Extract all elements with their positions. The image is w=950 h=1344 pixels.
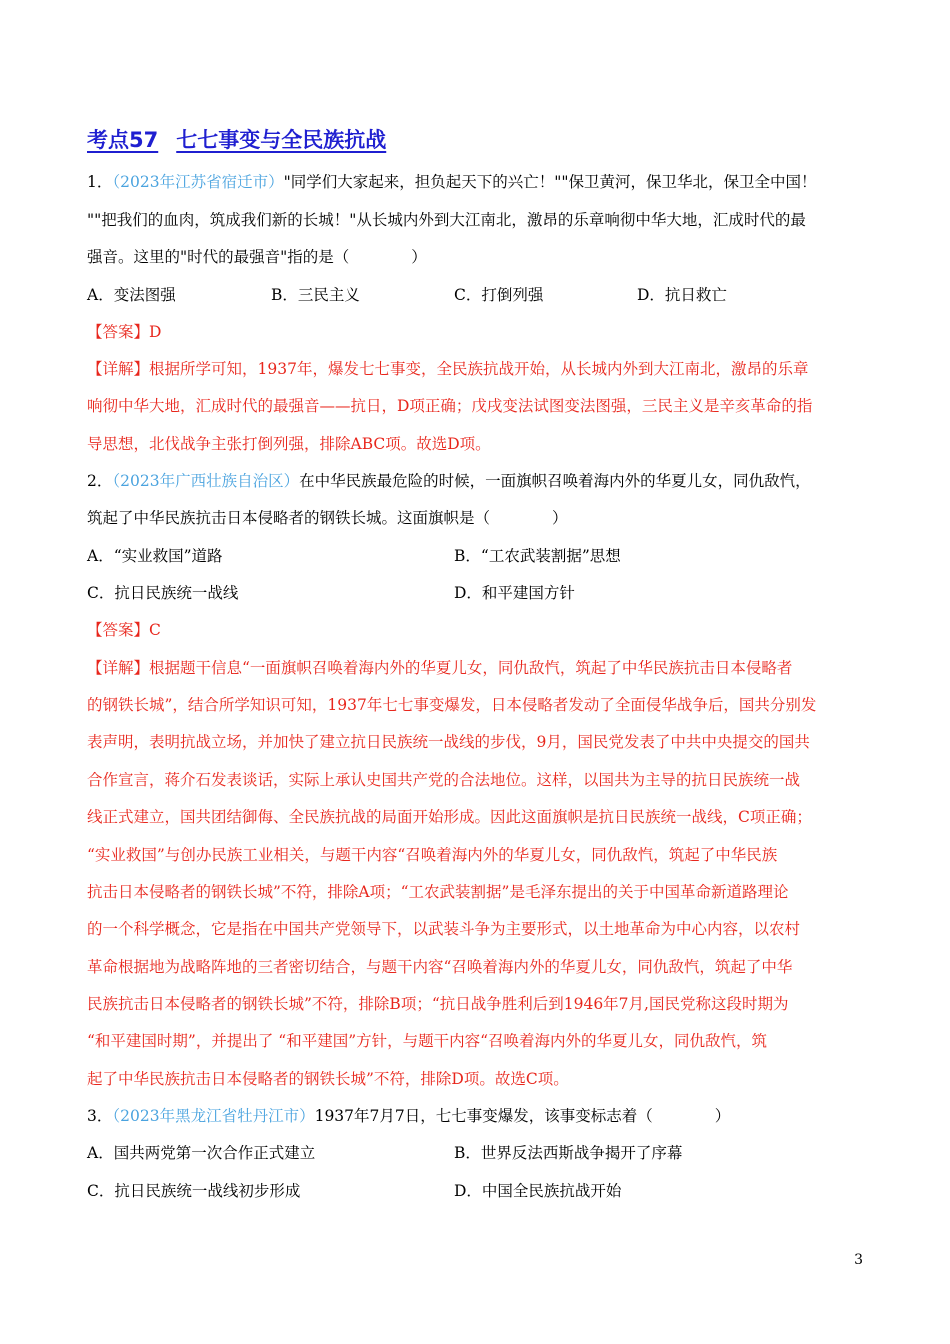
question-2-stem-line-1 xyxy=(87,471,811,491)
question-2-option-a: A．“实业救国”道路 xyxy=(87,547,223,565)
question-1-option-a: A．变法图强 xyxy=(87,286,176,304)
question-1-number: 1． xyxy=(87,173,113,191)
question-3-option-c: C．抗日民族统一战线初步形成 xyxy=(87,1182,301,1200)
question-2-option-d: D．和平建国方针 xyxy=(454,584,575,602)
question-2-stem-line-2: 筑起了中华民族抗击日本侵略者的钢铁长城。这面旗帜是（ ） xyxy=(87,509,568,527)
question-2-option-b: B．“工农武装割据”思想 xyxy=(454,547,621,565)
question-2-detail-line-10: 民族抗击日本侵略者的钢铁长城”不符，排除B项；“抗日战争胜利后到1946年7月,国民党称这段时期为 xyxy=(87,995,789,1013)
question-1-detail-line-2: 响彻中华大地，汇成时代的最强音——抗日，D项正确；戊戌变法试图变法图强，三民主义是辛亥革命的指 xyxy=(87,397,813,415)
question-3-option-b: B．世界反法西斯战争揭开了序幕 xyxy=(454,1144,683,1162)
question-2-detail-line-8: 的一个科学概念，它是指在中国共产党领导下，以武装斗争为主要形式，以土地革命为中心内容，以农村 xyxy=(87,920,801,938)
question-2-detail-line-11: “和平建国时期”，并提出了 “和平建国”方针，与题干内容“召唤着海内外的华夏儿女，同仇敌忾，筑 xyxy=(87,1032,768,1050)
question-2-detail-line-5: 线正式建立，国共团结御侮、全民族抗战的局面开始形成。因此这面旗帜是抗日民族统一战线，C项正确； xyxy=(87,808,812,826)
question-3-option-a: A．国共两党第一次合作正式建立 xyxy=(87,1144,316,1162)
section-label: 考点57 xyxy=(87,128,159,152)
section-title xyxy=(87,124,386,154)
question-3-source: （2023年黑龙江省牡丹江市） xyxy=(112,1107,315,1125)
question-1-source: （2023年江苏省宿迁市） xyxy=(112,173,284,191)
question-1-stem-line-3: 强音。这里的"时代的最强音"指的是（ ） xyxy=(87,248,427,266)
question-1-option-b: B．三民主义 xyxy=(271,286,360,304)
question-2-detail-line-1: 【详解】根据题干信息“一面旗帜召唤着海内外的华夏儿女，同仇敌忾，筑起了中华民族抗击日本侵略者 xyxy=(87,659,793,677)
question-3-stem-text-1: 1937年7月7日，七七事变爆发，该事变标志着（ ） xyxy=(314,1107,731,1125)
question-2-answer: 【答案】C xyxy=(87,621,161,639)
question-2-detail-line-6: “实业救国”与创办民族工业相关，与题干内容“召唤着海内外的华夏儿女，同仇敌忾，筑起了中华民族 xyxy=(87,846,778,864)
question-2-detail-line-3: 表声明，表明抗战立场，并加快了建立抗日民族统一战线的步伐，9月，国民党发表了中共中央提交的国共 xyxy=(87,733,810,751)
question-1-stem-line-1 xyxy=(87,172,816,192)
question-2-source: （2023年广西壮族自治区） xyxy=(112,472,300,490)
question-1-option-c: C．打倒列强 xyxy=(454,286,544,304)
question-3-number: 3． xyxy=(87,1107,113,1125)
question-2-detail-line-2: 的钢铁长城”，结合所学知识可知，1937年七七事变爆发，日本侵略者发动了全面侵华战争后，国共分别发 xyxy=(87,696,817,714)
question-3-option-d: D．中国全民族抗战开始 xyxy=(454,1182,622,1200)
question-1-option-d: D．抗日救亡 xyxy=(637,286,727,304)
question-3-stem-line-1 xyxy=(87,1106,730,1126)
question-1-stem-text-1: "同学们大家起来，担负起天下的兴亡！""保卫黄河，保卫华北，保卫全中国！ xyxy=(283,173,817,191)
question-2-option-c: C．抗日民族统一战线 xyxy=(87,584,239,602)
question-1-answer: 【答案】D xyxy=(87,323,162,341)
question-1-detail-line-1: 【详解】根据所学可知，1937年，爆发七七事变，全民族抗战开始，从长城内外到大江南北，激昂的乐章 xyxy=(87,360,809,378)
page-number: 3 xyxy=(854,1252,863,1268)
question-2-detail-line-4: 合作宣言，蒋介石发表谈话，实际上承认史国共产党的合法地位。这样，以国共为主导的抗日民族统一战 xyxy=(87,771,801,789)
question-2-detail-line-9: 革命根据地为战略阵地的三者密切结合，与题干内容“召唤着海内外的华夏儿女，同仇敌忾，筑起了中华 xyxy=(87,958,793,976)
section-topic: 七七事变与全民族抗战 xyxy=(176,128,387,152)
question-2-number: 2． xyxy=(87,472,113,490)
question-2-detail-line-12: 起了中华民族抗击日本侵略者的钢铁长城”不符，排除D项。故选C项。 xyxy=(87,1070,569,1088)
question-2-detail-line-7: 抗击日本侵略者的钢铁长城”不符，排除A项；“工农武装割据”是毛泽东提出的关于中国革命新道路理论 xyxy=(87,883,789,901)
question-1-detail-line-3: 导思想，北伐战争主张打倒列强，排除ABC项。故选D项。 xyxy=(87,435,491,453)
question-1-stem-line-2: ""把我们的血肉，筑成我们新的长城！"从长城内外到大江南北，激昂的乐章响彻中华大地，汇成时代的最 xyxy=(87,211,806,229)
question-2-stem-text-1: 在中华民族最危险的时候，一面旗帜召唤着海内外的华夏儿女，同仇敌忾， xyxy=(299,472,811,490)
